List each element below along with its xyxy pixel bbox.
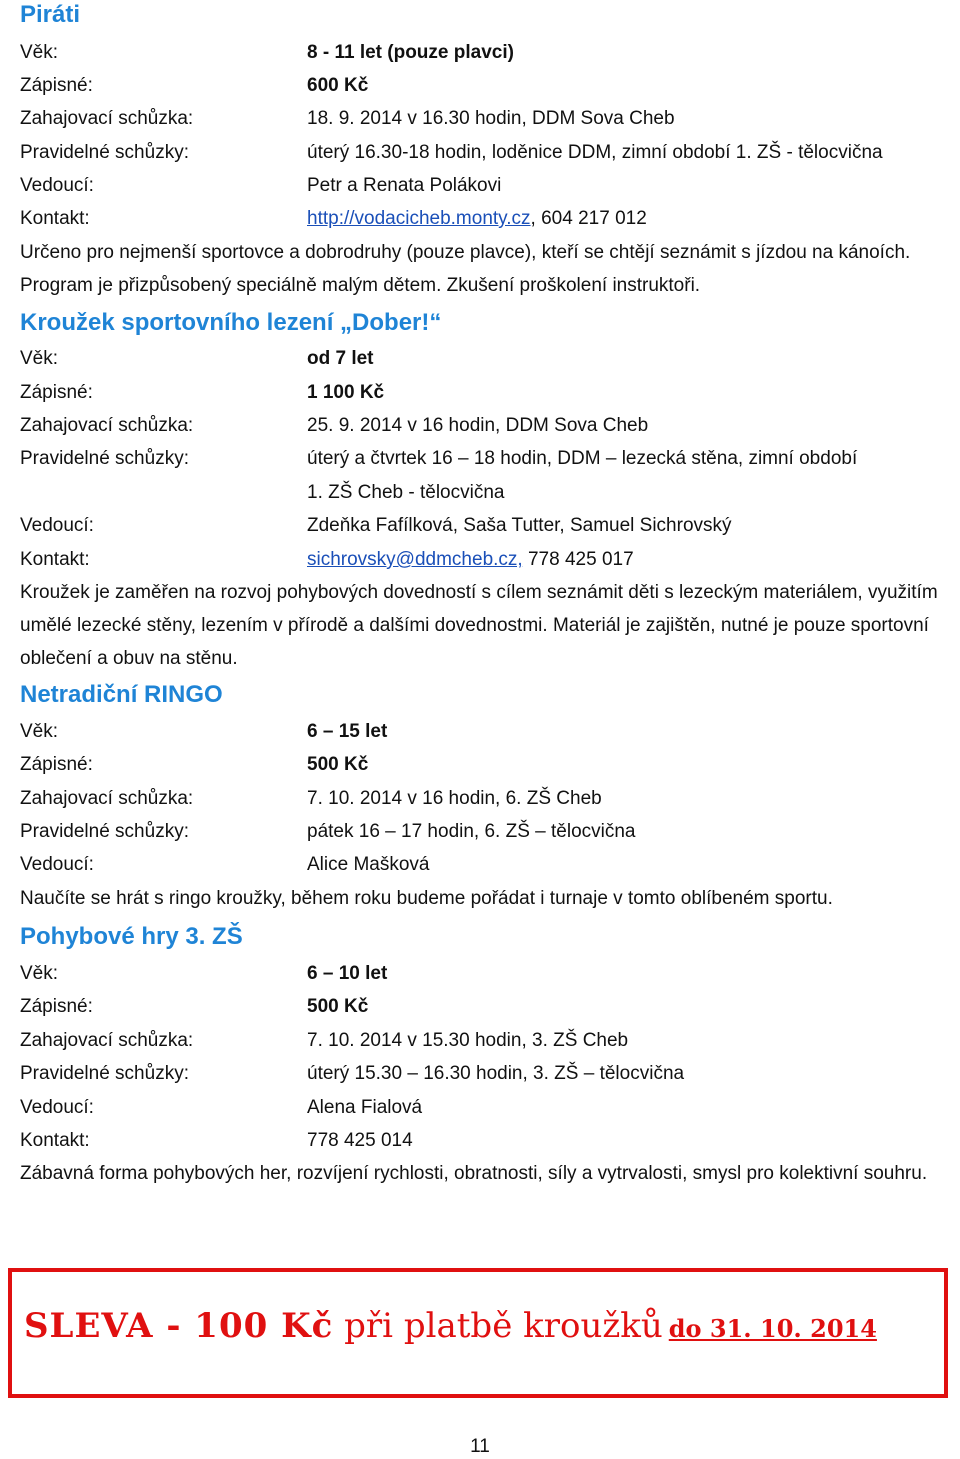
label-contact: Kontakt:	[20, 549, 90, 570]
label-age: Věk:	[20, 721, 59, 742]
section-title-movement-games: Pohybové hry 3. ZŠ	[20, 923, 243, 950]
label-age: Věk:	[20, 42, 59, 63]
info-row-regular-meetings	[20, 815, 945, 848]
info-row-leader	[20, 848, 945, 881]
label-fee: Zápisné:	[20, 382, 93, 403]
discount-text	[24, 1306, 877, 1346]
section-title-pirati: Piráti	[20, 1, 81, 28]
label-fee: Zápisné:	[20, 996, 93, 1017]
label-first-meeting: Zahajovací schůzka:	[20, 788, 194, 809]
section-title-ringo: Netradiční RINGO	[20, 681, 223, 708]
info-row-leader	[20, 509, 945, 542]
discount-condition: při platbě kroužků	[333, 1306, 663, 1346]
info-row-leader	[20, 1091, 945, 1124]
value-regular-meetings: úterý 15.30 – 16.30 hodin, 3. ZŠ – tělocvična	[307, 1063, 685, 1084]
contact-link[interactable]: http://vodacicheb.monty.cz	[307, 208, 531, 229]
section-description: Zábavná forma pohybových her, rozvíjení rychlosti, obratnosti, síly a vytrvalosti, smysl pro kolektivní souhru.	[20, 1163, 928, 1184]
value-contact: 778 425 014	[307, 1130, 413, 1151]
label-contact: Kontakt:	[20, 208, 90, 229]
label-regular-meetings: Pravidelné schůzky:	[20, 1063, 189, 1084]
info-row-age	[20, 342, 945, 375]
value-regular-meetings: úterý a čtvrtek 16 – 18 hodin, DDM – lezecká stěna, zimní období	[307, 448, 858, 469]
value-fee: 500 Kč	[307, 996, 369, 1017]
contact-email-link[interactable]: sichrovsky@ddmcheb.cz,	[307, 549, 523, 570]
info-row-regular-meetings	[20, 136, 945, 169]
contact-phone: , 604 217 012	[530, 208, 647, 229]
value-age: 6 – 10 let	[307, 963, 388, 984]
info-row-fee	[20, 748, 945, 781]
label-first-meeting: Zahajovací schůzka:	[20, 415, 194, 436]
value-first-meeting: 7. 10. 2014 v 16 hodin, 6. ZŠ Cheb	[307, 788, 602, 809]
value-leader: Alice Mašková	[307, 854, 430, 875]
label-regular-meetings: Pravidelné schůzky:	[20, 448, 189, 469]
value-leader: Petr a Renata Polákovi	[307, 175, 502, 196]
label-first-meeting: Zahajovací schůzka:	[20, 1030, 194, 1051]
info-row-first-meeting	[20, 102, 945, 135]
label-leader: Vedoucí:	[20, 515, 94, 536]
label-leader: Vedoucí:	[20, 175, 94, 196]
label-age: Věk:	[20, 963, 59, 984]
info-row-contact	[20, 202, 945, 235]
section-description: Určeno pro nejmenší sportovce a dobrodruhy (pouze plavce), kteří se chtějí seznámit s jízdou na kánoích. Program je přizpůsobený speciálně malým dětem. Zkušení proškolení instruktoři.	[20, 242, 911, 296]
info-row-first-meeting	[20, 782, 945, 815]
label-age: Věk:	[20, 348, 59, 369]
value-fee: 1 100 Kč	[307, 382, 385, 403]
info-row-contact	[20, 543, 945, 576]
value-fee: 500 Kč	[307, 754, 369, 775]
value-fee: 600 Kč	[307, 75, 369, 96]
info-row-age	[20, 715, 945, 748]
info-row-age	[20, 36, 945, 69]
value-age: od 7 let	[307, 348, 374, 369]
info-row-age	[20, 957, 945, 990]
label-regular-meetings: Pravidelné schůzky:	[20, 821, 189, 842]
value-leader: Zdeňka Fafílková, Saša Tutter, Samuel Sichrovský	[307, 515, 732, 536]
value-regular-meetings-cont: 1. ZŠ Cheb - tělocvična	[307, 482, 505, 503]
info-row-leader	[20, 169, 945, 202]
value-first-meeting: 25. 9. 2014 v 16 hodin, DDM Sova Cheb	[307, 415, 649, 436]
section-title-climbing: Kroužek sportovního lezení „Dober!“	[20, 309, 442, 336]
discount-amount: SLEVA - 100 Kč	[24, 1306, 334, 1346]
section-description: Naučíte se hrát s ringo kroužky, během roku budeme pořádat i turnaje v tomto oblíbeném sportu.	[20, 888, 833, 909]
info-row-contact	[20, 1124, 945, 1157]
value-age: 6 – 15 let	[307, 721, 388, 742]
info-row-regular-meetings	[20, 442, 945, 475]
value-regular-meetings: úterý 16.30-18 hodin, loděnice DDM, zimní období 1. ZŠ - tělocvična	[307, 142, 883, 163]
label-leader: Vedoucí:	[20, 1097, 94, 1118]
info-row-fee	[20, 376, 945, 409]
discount-banner	[8, 1268, 948, 1398]
info-row-regular-meetings-cont	[20, 476, 945, 509]
page-number: 11	[470, 1436, 490, 1457]
label-regular-meetings: Pravidelné schůzky:	[20, 142, 189, 163]
label-fee: Zápisné:	[20, 754, 93, 775]
label-leader: Vedoucí:	[20, 854, 94, 875]
section-description: Kroužek je zaměřen na rozvoj pohybových dovedností s cílem seznámit děti s lezeckým materiálem, využitím umělé lezecké stěny, lezením v přírodě a dalšími dovednostmi. Materiál je zajištěn, nutné je pouze sportovní oblečení a obuv na stěnu.	[20, 582, 938, 669]
value-leader: Alena Fialová	[307, 1097, 423, 1118]
label-fee: Zápisné:	[20, 75, 93, 96]
value-first-meeting: 7. 10. 2014 v 15.30 hodin, 3. ZŠ Cheb	[307, 1030, 629, 1051]
info-row-fee	[20, 69, 945, 102]
info-row-regular-meetings	[20, 1057, 945, 1090]
info-row-first-meeting	[20, 409, 945, 442]
label-first-meeting: Zahajovací schůzka:	[20, 108, 194, 129]
value-regular-meetings: pátek 16 – 17 hodin, 6. ZŠ – tělocvična	[307, 821, 636, 842]
label-contact: Kontakt:	[20, 1130, 90, 1151]
info-row-fee	[20, 990, 945, 1023]
info-row-first-meeting	[20, 1024, 945, 1057]
value-age: 8 - 11 let (pouze plavci)	[307, 42, 514, 63]
value-first-meeting: 18. 9. 2014 v 16.30 hodin, DDM Sova Cheb	[307, 108, 675, 129]
contact-phone: 778 425 017	[522, 549, 634, 570]
discount-deadline: do 31. 10. 2014	[668, 1314, 877, 1343]
